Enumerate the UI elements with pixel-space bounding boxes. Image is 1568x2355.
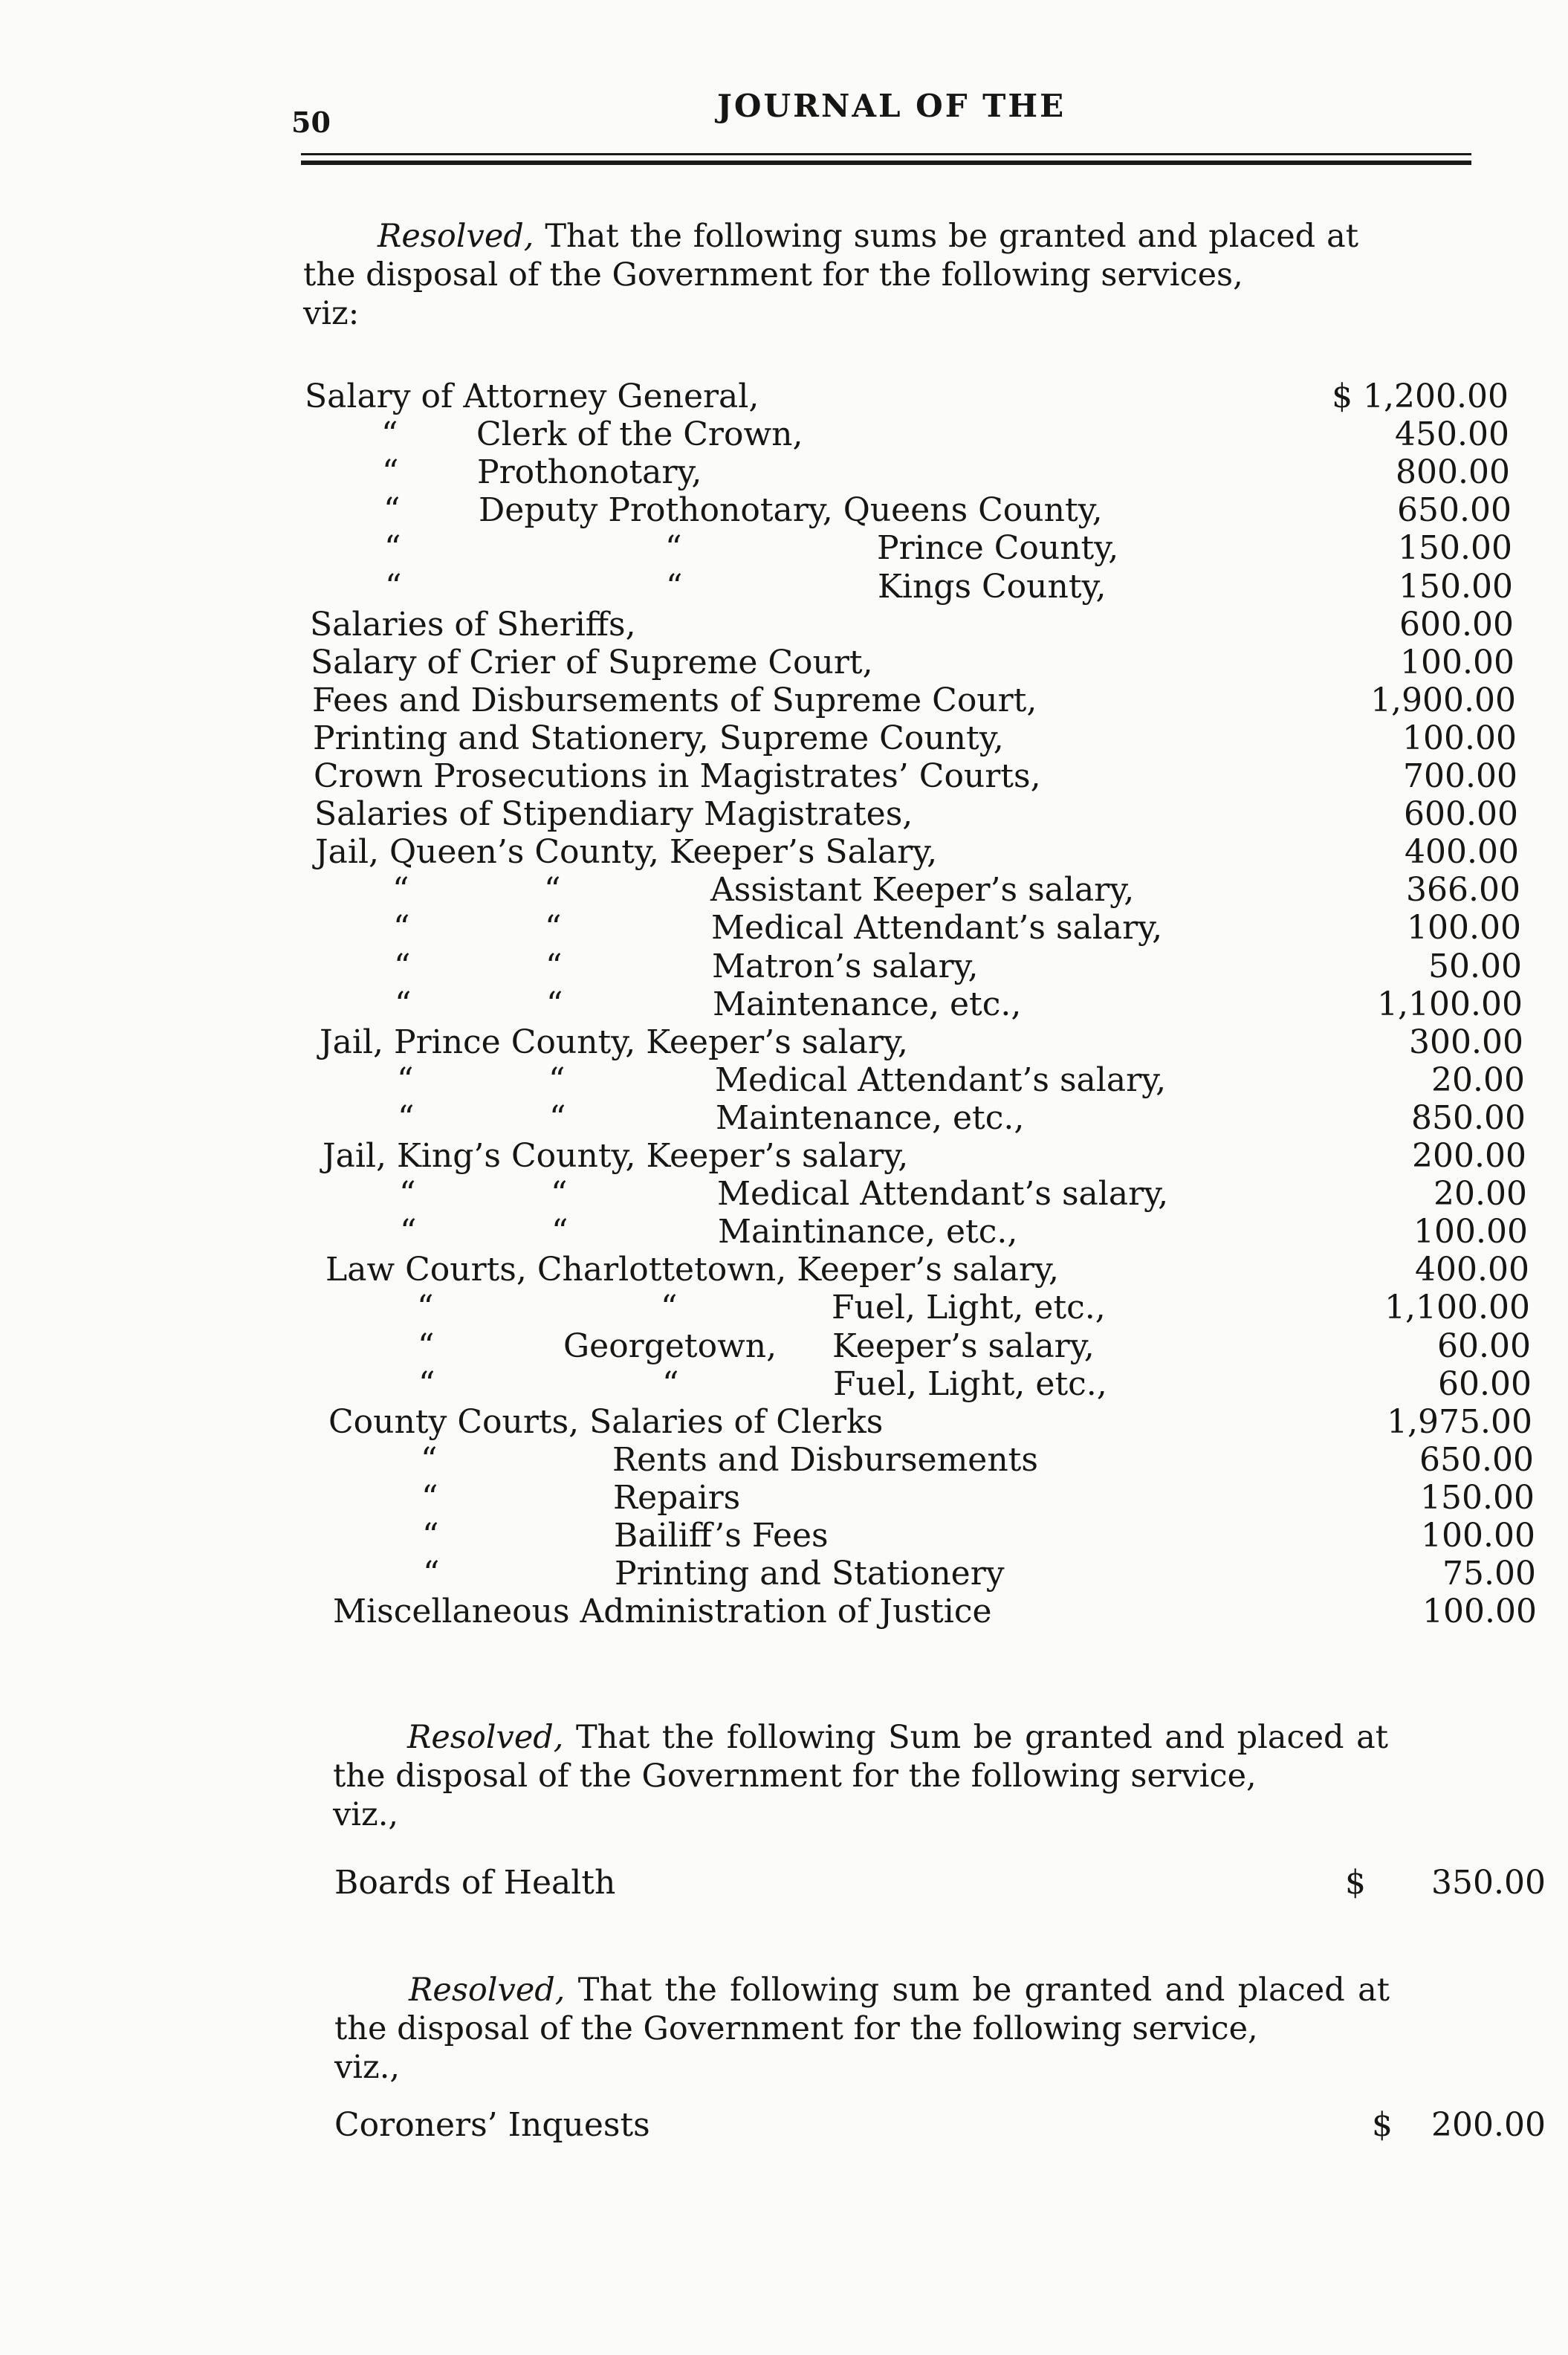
item-amount: 60.00	[1437, 1327, 1531, 1365]
item-amount: 150.00	[1398, 529, 1512, 567]
item-label: Maintenance, etc.,	[713, 985, 1022, 1023]
boards-of-health-dollar: $	[1345, 1864, 1366, 1902]
ditto-mark: “	[394, 947, 411, 985]
ditto-mark: “	[393, 909, 410, 947]
ditto-mark: “	[662, 1365, 679, 1403]
item-label: Fuel, Light, etc.,	[832, 1289, 1106, 1326]
ditto-mark: “	[544, 871, 561, 909]
resolution-3-paragraph	[334, 1971, 1390, 2087]
item-label: Salary of Crier of Supreme Court,	[311, 644, 873, 681]
resolution-1-text: That the following sums be granted and placed at the disposal of the Government for the following services,	[303, 218, 1358, 294]
item-label: Medical Attendant’s salary,	[715, 1061, 1167, 1099]
item-amount: 1,100.00	[1377, 985, 1523, 1023]
coroners-inquests-amount: 200.00	[1431, 2106, 1546, 2144]
item-label: Georgetown,	[563, 1327, 777, 1365]
item-label: Prothonotary,	[477, 453, 702, 491]
resolution-1-paragraph	[303, 217, 1358, 333]
item-amount: 1,100.00	[1384, 1289, 1530, 1326]
item-amount: 850.00	[1411, 1099, 1526, 1137]
item-label: Miscellaneous Administration of Justice	[333, 1593, 992, 1630]
resolved-label: Resolved,	[409, 1972, 566, 2009]
resolution-1-viz: viz:	[303, 295, 360, 332]
item-label: Matron’s salary,	[712, 947, 979, 985]
item-label: Assistant Keeper’s salary,	[710, 871, 1135, 909]
item-label: Maintenance, etc.,	[716, 1099, 1025, 1137]
item-label: Jail, Queen’s County, Keeper’s Salary,	[315, 833, 938, 871]
ditto-mark: “	[392, 871, 409, 909]
ditto-mark: “	[422, 1517, 439, 1555]
item-label: Medical Attendant’s salary,	[717, 1175, 1169, 1213]
item-label: Printing and Stationery	[615, 1555, 1005, 1593]
item-label: Keeper’s salary,	[832, 1327, 1095, 1365]
item-label: Jail, King’s County, Keeper’s salary,	[323, 1137, 909, 1175]
item-amount: 366.00	[1406, 871, 1520, 909]
ditto-mark: “	[398, 1099, 415, 1137]
item-amount: 20.00	[1431, 1061, 1525, 1099]
resolution-3-viz: viz.,	[334, 2049, 401, 2086]
boards-of-health-item: Boards of Health	[334, 1864, 616, 1902]
ditto-mark: “	[549, 1099, 566, 1137]
item-label: Kings County,	[878, 568, 1107, 606]
resolution-3-text: That the following sum be granted and placed at the disposal of the Government for the following service,	[334, 1972, 1390, 2047]
item-label: Bailiff’s Fees	[614, 1517, 829, 1555]
item-amount: 75.00	[1442, 1555, 1536, 1593]
item-amount: 650.00	[1397, 491, 1512, 529]
running-head: JOURNAL OF THE	[717, 88, 1066, 124]
ditto-mark: “	[395, 985, 412, 1023]
item-label: Prince County,	[877, 529, 1119, 567]
ditto-mark: “	[551, 1213, 568, 1251]
item-amount: 100.00	[1413, 1213, 1528, 1251]
item-amount: 1,900.00	[1370, 681, 1516, 719]
item-label: Law Courts, Charlottetown, Keeper’s salary,	[325, 1251, 1059, 1289]
item-amount: 150.00	[1399, 568, 1513, 606]
ditto-mark: “	[417, 1289, 434, 1326]
ditto-mark: “	[385, 568, 402, 606]
item-label: Jail, Prince County, Keeper’s salary,	[320, 1023, 908, 1061]
item-amount: 400.00	[1415, 1251, 1529, 1289]
item-label: Salaries of Stipendiary Magistrates,	[314, 795, 913, 833]
item-amount: 100.00	[1402, 719, 1517, 757]
resolution-2-text: That the following Sum be granted and placed at the disposal of the Government for the following service,	[333, 1719, 1389, 1795]
ditto-mark: “	[421, 1479, 438, 1517]
ditto-mark: “	[545, 947, 563, 985]
item-amount: 600.00	[1399, 606, 1514, 644]
ditto-mark: “	[421, 1441, 438, 1479]
item-amount: 100.00	[1422, 1593, 1537, 1630]
ditto-mark: “	[665, 529, 682, 567]
item-label: Deputy Prothonotary, Queens County,	[479, 491, 1103, 529]
item-amount: 1,975.00	[1387, 1403, 1532, 1441]
item-label: Medical Attendant’s salary,	[711, 909, 1163, 947]
ditto-mark: “	[548, 1061, 566, 1099]
coroners-inquests-dollar: $	[1372, 2106, 1393, 2144]
ditto-mark: “	[551, 1175, 568, 1213]
item-label: Salary of Attorney General,	[305, 378, 759, 415]
item-label: Maintinance, etc.,	[718, 1213, 1018, 1251]
item-amount: 650.00	[1419, 1441, 1534, 1479]
header-rule-thick	[301, 161, 1471, 165]
ditto-mark: “	[546, 985, 563, 1023]
ditto-mark: “	[399, 1175, 416, 1213]
item-amount: 450.00	[1395, 415, 1509, 453]
item-amount: 100.00	[1400, 644, 1514, 681]
boards-of-health-amount: 350.00	[1431, 1864, 1546, 1902]
item-label: Rents and Disbursements	[612, 1441, 1038, 1479]
item-amount: 400.00	[1405, 833, 1519, 871]
item-amount: $ 1,200.00	[1332, 378, 1509, 415]
ditto-mark: “	[418, 1327, 435, 1365]
page-number: 50	[291, 106, 331, 139]
item-label: Fees and Disbursements of Supreme Court,	[312, 681, 1037, 719]
item-amount: 50.00	[1428, 947, 1522, 985]
item-amount: 200.00	[1412, 1137, 1526, 1175]
item-amount: 150.00	[1420, 1479, 1535, 1517]
ditto-mark: “	[384, 529, 401, 567]
ditto-mark: “	[400, 1213, 417, 1251]
ditto-mark: “	[666, 568, 683, 606]
item-label: Repairs	[613, 1479, 741, 1517]
resolution-2-paragraph	[333, 1718, 1388, 1834]
item-label: Salaries of Sheriffs,	[310, 606, 636, 644]
item-amount: 800.00	[1396, 453, 1510, 491]
item-amount: 100.00	[1421, 1517, 1535, 1555]
ditto-mark: “	[661, 1289, 678, 1326]
item-label: Fuel, Light, etc.,	[833, 1365, 1107, 1403]
item-amount: 20.00	[1433, 1175, 1527, 1213]
item-label: Crown Prosecutions in Magistrates’ Courts,	[314, 757, 1041, 795]
coroners-inquests-item: Coroners’ Inquests	[334, 2106, 650, 2144]
item-amount: 100.00	[1407, 909, 1521, 947]
resolved-label: Resolved,	[407, 1719, 564, 1756]
item-amount: 300.00	[1409, 1023, 1523, 1061]
ditto-mark: “	[383, 491, 401, 529]
ditto-mark: “	[423, 1555, 440, 1593]
item-label: County Courts, Salaries of Clerks	[328, 1403, 884, 1441]
ditto-mark: “	[381, 415, 398, 453]
ditto-mark: “	[397, 1061, 414, 1099]
ditto-mark: “	[418, 1365, 435, 1403]
item-amount: 60.00	[1438, 1365, 1532, 1403]
resolution-2-viz: viz.,	[333, 1796, 399, 1833]
ditto-mark: “	[545, 909, 562, 947]
item-amount: 600.00	[1404, 795, 1518, 833]
resolved-label: Resolved,	[378, 218, 534, 255]
header-rule-thin	[301, 153, 1471, 155]
ditto-mark: “	[382, 453, 399, 491]
item-label: Printing and Stationery, Supreme County,	[313, 719, 1004, 757]
item-label: Clerk of the Crown,	[476, 415, 803, 453]
item-amount: 700.00	[1403, 757, 1517, 795]
